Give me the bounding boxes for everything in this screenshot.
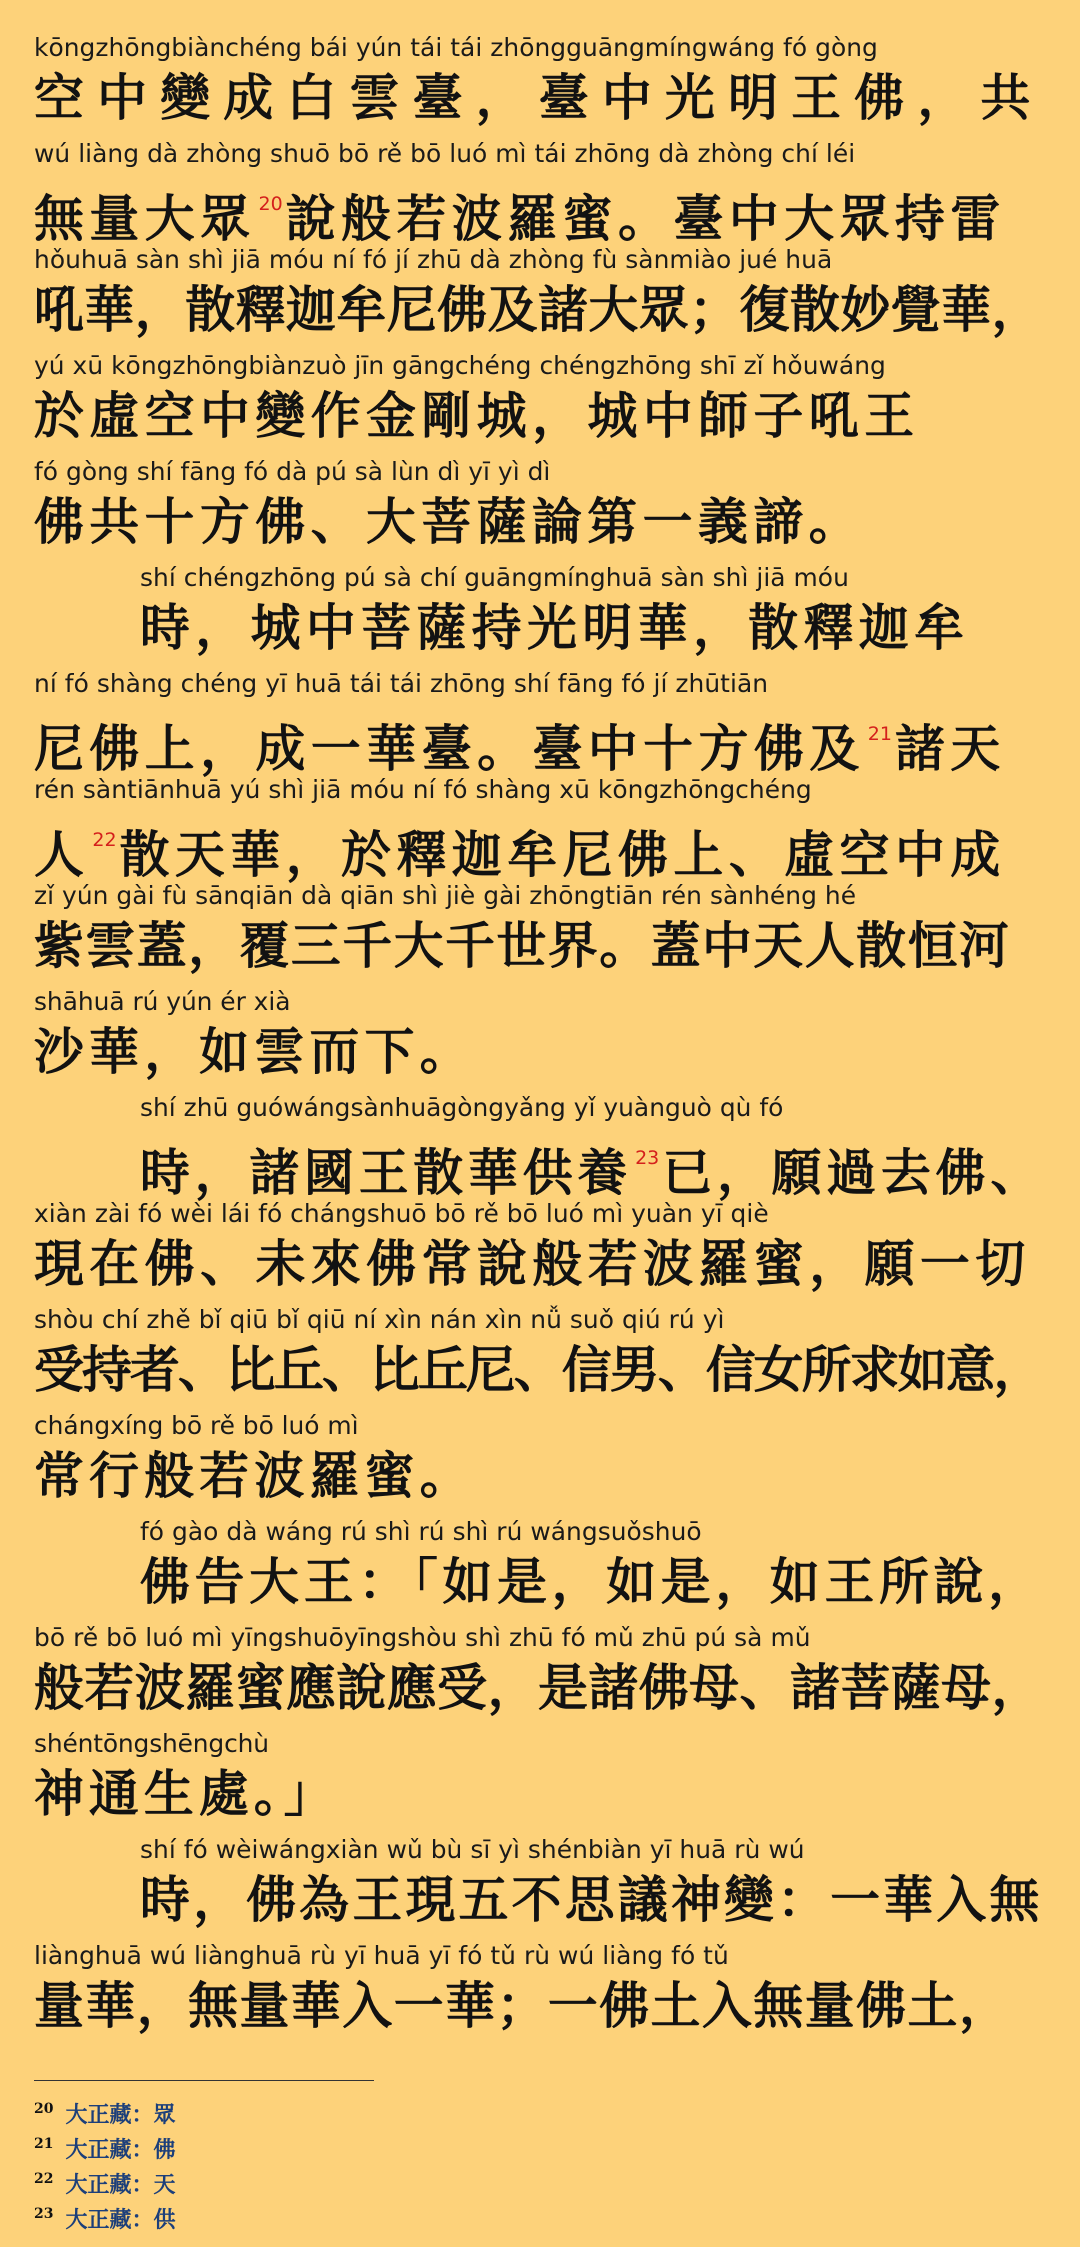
pinyin-line: shéntōngshēngchù — [34, 1729, 269, 1758]
pinyin-line: shí zhū guówángsànhuāgòngyǎng yǐ yuànguò qù fó — [140, 1093, 784, 1122]
text-line-14 — [34, 1408, 1054, 1514]
pinyin-line: fó gào dà wáng rú shì rú shì rú wángsuǒshuō — [140, 1517, 702, 1546]
pinyin-line: shí fó wèiwángxiàn wǔ bù sī yì shénbiàn yī huā rù wú — [140, 1835, 805, 1864]
pinyin-line: yú xū kōngzhōngbiànzuò jīn gāngchéng chéngzhōng shī zǐ hǒuwáng — [34, 351, 886, 380]
text-line-6 — [34, 560, 1054, 666]
hanzi-line: 神通生處。」 — [34, 1765, 339, 1823]
hanzi-segment: 人 — [34, 826, 90, 884]
footnote-ref[interactable]: 22 — [92, 829, 117, 851]
pinyin-line: ní fó shàng chéng yī huā tái tái zhōng shí fāng fó jí zhūtiān — [34, 669, 769, 698]
pinyin-line: liànghuā wú liànghuā rù yī huā yī fó tǔ rù wú liàng fó tǔ — [34, 1941, 729, 1970]
hanzi-line: 常行般若波羅蜜。 — [34, 1447, 475, 1505]
footnote-number: 21 — [34, 2136, 54, 2152]
text-line-10 — [34, 984, 1054, 1090]
hanzi-line: 量華，無量華入一華；一佛土入無量佛土， — [34, 1977, 1011, 2035]
hanzi-line: 於虛空中變作金剛城，城中師子吼王 — [34, 387, 920, 445]
text-line-1 — [34, 30, 1054, 136]
hanzi-line: 沙華，如雲而下。 — [34, 1023, 475, 1081]
footnote-number: 20 — [34, 2101, 54, 2117]
hanzi-line: 般若波羅蜜應說應受，是諸佛母、諸菩薩母， — [34, 1659, 1042, 1717]
hanzi-line — [34, 702, 1054, 778]
footnote-text: 大正藏：眾 — [65, 2102, 176, 2128]
hanzi-line — [34, 172, 1054, 248]
hanzi-line: 時，城中菩薩持光明華，散釋迦牟 — [140, 599, 970, 657]
hanzi-line: 時，佛為王現五不思議神變：一華入無 — [140, 1871, 1043, 1929]
hanzi-segment: 無量大眾 — [34, 190, 256, 248]
hanzi-line — [140, 1126, 1054, 1202]
footnote-ref[interactable]: 21 — [867, 723, 892, 745]
hanzi-line: 紫雲蓋，覆三千大千世界。蓋中天人散恒河 — [34, 917, 1011, 975]
hanzi-segment: 說般若波羅蜜。臺中大眾持雷 — [285, 190, 1006, 248]
text-line-5 — [34, 454, 1054, 560]
text-line-2 — [34, 136, 1054, 248]
pinyin-line: shāhuā rú yún ér xià — [34, 987, 291, 1016]
hanzi-segment: 已，願過去佛、 — [662, 1144, 1046, 1202]
footnote-text: 大正藏：佛 — [65, 2137, 176, 2163]
footnote-number: 22 — [34, 2171, 54, 2187]
hanzi-line: 佛共十方佛、大菩薩論第一義諦。 — [34, 493, 864, 551]
footnote-21 — [34, 2127, 176, 2162]
pinyin-line: hǒuhuā sàn shì jiā móu ní fó jí zhū dà zhòng fù sànmiào jué huā — [34, 245, 833, 274]
text-line-13 — [34, 1302, 1054, 1408]
text-line-11 — [34, 1090, 1054, 1202]
footnotes — [34, 2092, 176, 2232]
pinyin-line: rén sàntiānhuā yú shì jiā móu ní fó shàng xū kōngzhōngchéng — [34, 775, 812, 804]
hanzi-line: 佛告大王：「如是，如是，如王所說， — [140, 1553, 1043, 1611]
pinyin-line: chángxíng bō rě bō luó mì — [34, 1411, 359, 1440]
text-line-15 — [34, 1514, 1054, 1620]
footnote-ref[interactable]: 23 — [635, 1147, 660, 1169]
text-line-3 — [34, 242, 1054, 348]
footnote-20 — [34, 2092, 176, 2127]
hanzi-segment: 諸天 — [894, 720, 1006, 778]
pinyin-line: kōngzhōngbiànchéng bái yún tái tái zhōngguāngmíngwáng fó gòng — [34, 33, 878, 62]
footnote-22 — [34, 2162, 176, 2197]
text-line-17 — [34, 1726, 1054, 1832]
hanzi-line: 受持者、比丘、比丘尼、信男、信女所求如意， — [34, 1341, 1042, 1399]
pinyin-line: zǐ yún gài fù sānqiān dà qiān shì jiè gài zhōngtiān rén sànhéng hé — [34, 881, 857, 910]
text-line-18 — [34, 1832, 1054, 1938]
text-line-4 — [34, 348, 1054, 454]
hanzi-line — [34, 808, 1054, 884]
pinyin-line: fó gòng shí fāng fó dà pú sà lùn dì yī yì dì — [34, 457, 551, 486]
footnote-ref[interactable]: 20 — [258, 193, 283, 215]
pinyin-line: bō rě bō luó mì yīngshuōyīngshòu shì zhū fó mǔ zhū pú sà mǔ — [34, 1623, 811, 1652]
hanzi-segment: 時，諸國王散華供養 — [140, 1144, 633, 1202]
footnote-text: 大正藏：供 — [65, 2207, 176, 2233]
hanzi-line: 吼華，散釋迦牟尼佛及諸大眾；復散妙覺華， — [34, 281, 1042, 339]
text-line-12 — [34, 1196, 1054, 1302]
text-line-8 — [34, 772, 1054, 884]
scripture-text — [34, 30, 1054, 2044]
text-line-16 — [34, 1620, 1054, 1726]
hanzi-line: 空中變成白雲臺，臺中光明王佛，共 — [34, 69, 1044, 127]
pinyin-line: shòu chí zhě bǐ qiū bǐ qiū ní xìn nán xìn nǚ suǒ qiú rú yì — [34, 1305, 725, 1334]
hanzi-line: 現在佛、未來佛常說般若波羅蜜，願一切 — [34, 1235, 1031, 1293]
pinyin-line: shí chéngzhōng pú sà chí guāngmínghuā sàn shì jiā móu — [140, 563, 849, 592]
footnote-23 — [34, 2197, 176, 2232]
pinyin-line: xiàn zài fó wèi lái fó chángshuō bō rě bō luó mì yuàn yī qiè — [34, 1199, 769, 1228]
footnote-text: 大正藏：天 — [65, 2172, 176, 2198]
footnote-divider — [34, 2080, 374, 2081]
pinyin-line: wú liàng dà zhòng shuō bō rě bō luó mì tái zhōng dà zhòng chí léi — [34, 139, 856, 168]
text-line-9 — [34, 878, 1054, 984]
text-line-19 — [34, 1938, 1054, 2044]
hanzi-segment: 散天華，於釋迦牟尼佛上、虛空中成 — [119, 826, 1006, 884]
text-line-7 — [34, 666, 1054, 778]
footnote-number: 23 — [34, 2206, 54, 2222]
hanzi-segment: 尼佛上，成一華臺。臺中十方佛及 — [34, 720, 865, 778]
